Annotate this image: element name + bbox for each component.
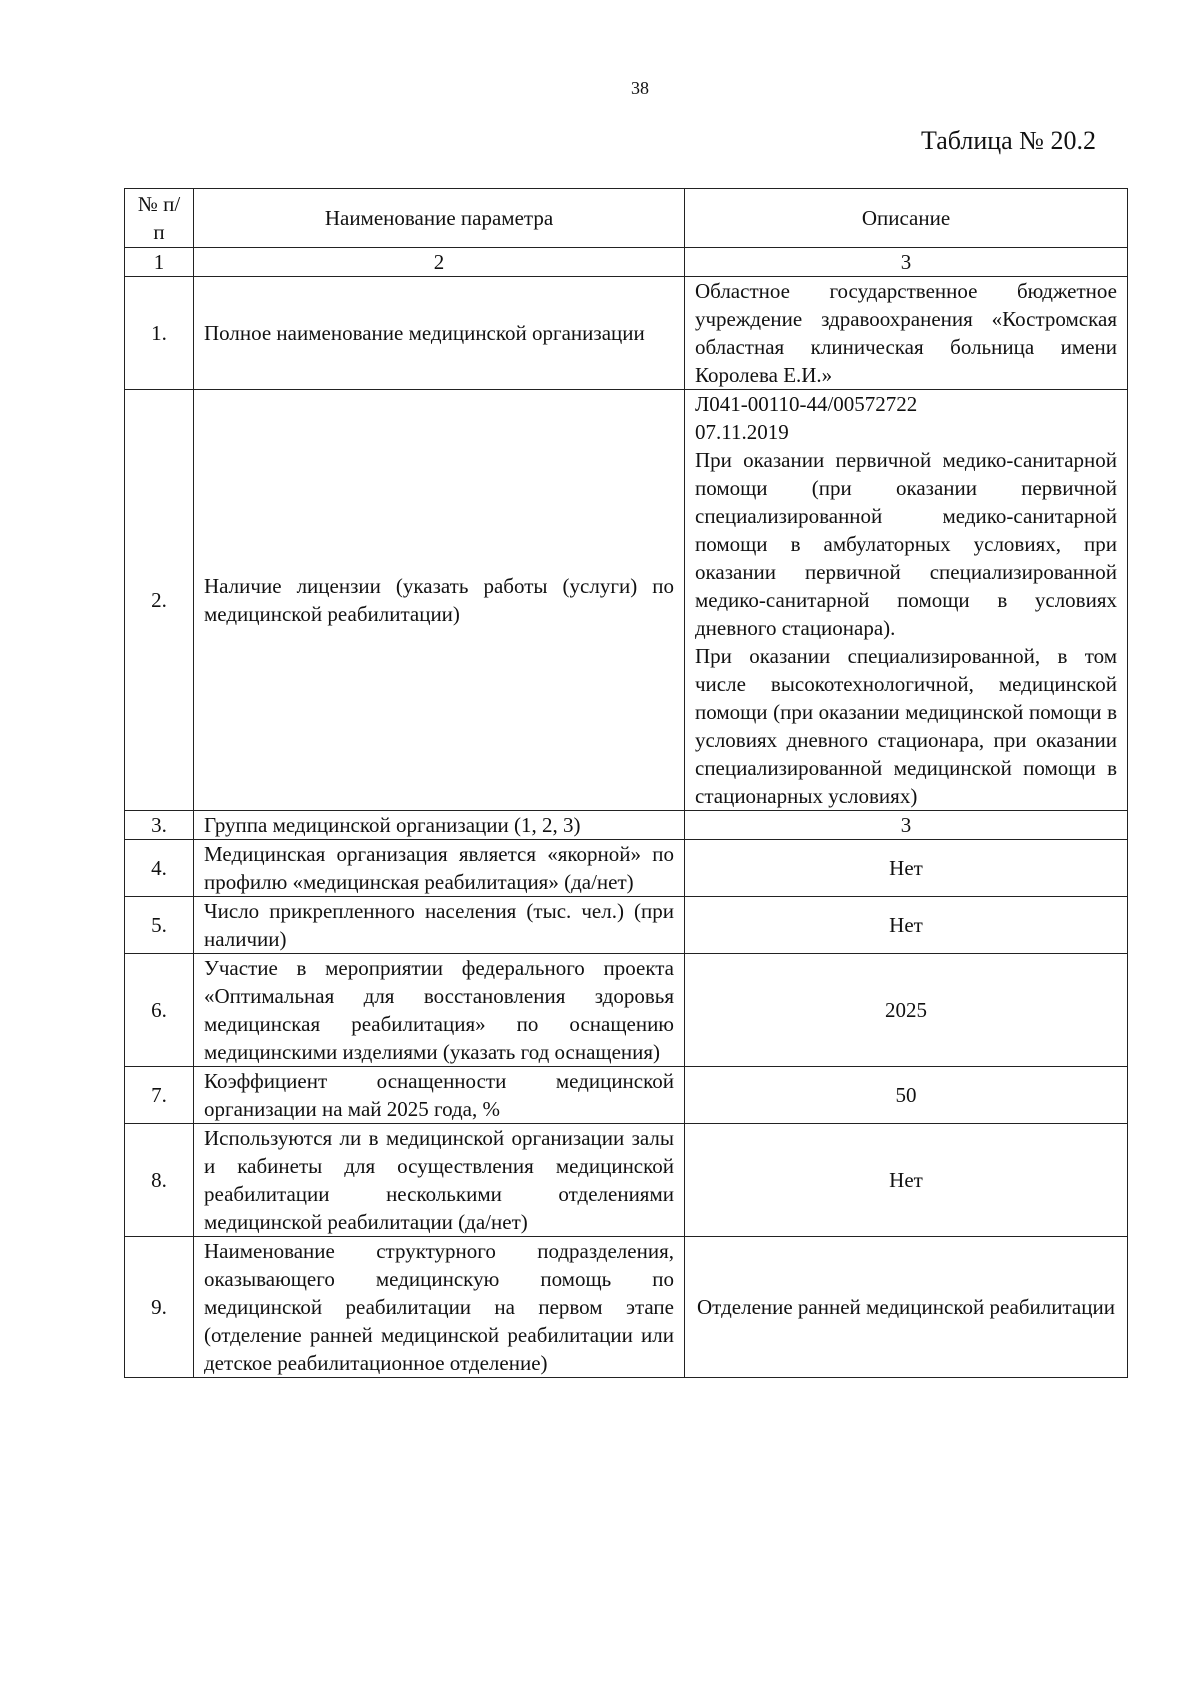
row-parameter: Наличие лицензии (указать работы (услуги) по медицинской реабилитации) [194, 390, 685, 811]
row-description: 3 [685, 811, 1128, 840]
table-row [125, 1124, 1128, 1237]
table-row [125, 954, 1128, 1067]
row-parameter: Медицинская организация является «якорной» по профилю «медицинская реабилитация» (да/нет) [194, 840, 685, 897]
header-num: № п/п [125, 189, 194, 248]
row-number: 9. [125, 1237, 194, 1378]
row-description [685, 277, 1128, 390]
column-index: 2 [194, 248, 685, 277]
row-parameter: Полное наименование медицинской организации [194, 277, 685, 390]
column-index: 3 [685, 248, 1128, 277]
page-number: 38 [631, 78, 649, 98]
row-description: Нет [685, 840, 1128, 897]
header-param: Наименование параметра [194, 189, 685, 248]
table-row [125, 840, 1128, 897]
table-row [125, 1067, 1128, 1124]
row-parameter: Участие в мероприятии федерального проекта «Оптимальная для восстановления здоровья медицинская реабилитация» по оснащению медицинскими изделиями (указать год оснащения) [194, 954, 685, 1067]
row-description: Нет [685, 1124, 1128, 1237]
table-caption: Таблица № 20.2 [920, 126, 1096, 155]
row-parameter: Наименование структурного подразделения, оказывающего медицинскую помощь по медицинской реабилитации на первом этапе (отделение ранней медицинской реабилитации или детское реабилитационное отделение) [194, 1237, 685, 1378]
row-number: 7. [125, 1067, 194, 1124]
table-row [125, 897, 1128, 954]
license-works-primary: При оказании первичной медико-санитарной помощи (при оказании первичной специализированной медико-санитарной помощи в амбулаторных условиях, при оказании первичной специализированной медико-санитарной помощи в условиях дневного стационара). [695, 448, 1117, 640]
table-row [125, 811, 1128, 840]
row-parameter: Коэффициент оснащенности медицинской организации на май 2025 года, % [194, 1067, 685, 1124]
row-parameter: Число прикрепленного населения (тыс. чел.) (при наличии) [194, 897, 685, 954]
row-description: 2025 [685, 954, 1128, 1067]
row-parameter: Группа медицинской организации (1, 2, 3) [194, 811, 685, 840]
row-number: 5. [125, 897, 194, 954]
table-header-row [125, 189, 1128, 248]
license-number: Л041-00110-44/00572722 [695, 392, 918, 416]
column-index-row [125, 248, 1128, 277]
header-desc: Описание [685, 189, 1128, 248]
row-number: 3. [125, 811, 194, 840]
table-row [125, 277, 1128, 390]
license-date: 07.11.2019 [695, 420, 789, 444]
row-number: 1. [125, 277, 194, 390]
row-description: Нет [685, 897, 1128, 954]
row-number: 8. [125, 1124, 194, 1237]
parameters-table [124, 188, 1128, 1378]
row-description: Отделение ранней медицинской реабилитации [685, 1237, 1128, 1378]
description-text: Областное государственное бюджетное учреждение здравоохранения «Костромская областная клиническая больница имени Королева Е.И.» [695, 279, 1117, 387]
row-description [685, 390, 1128, 811]
table-row [125, 1237, 1128, 1378]
row-parameter: Используются ли в медицинской организации залы и кабинеты для осуществления медицинской реабилитации несколькими отделениями медицинской реабилитации (да/нет) [194, 1124, 685, 1237]
license-works-specialized: При оказании специализированной, в том числе высокотехнологичной, медицинской помощи (при оказании медицинской помощи в условиях дневного стационара, при оказании специализированной медицинской помощи в стационарных условиях) [695, 644, 1117, 808]
column-index: 1 [125, 248, 194, 277]
row-description: 50 [685, 1067, 1128, 1124]
row-number: 4. [125, 840, 194, 897]
table-row [125, 390, 1128, 811]
row-number: 2. [125, 390, 194, 811]
row-number: 6. [125, 954, 194, 1067]
